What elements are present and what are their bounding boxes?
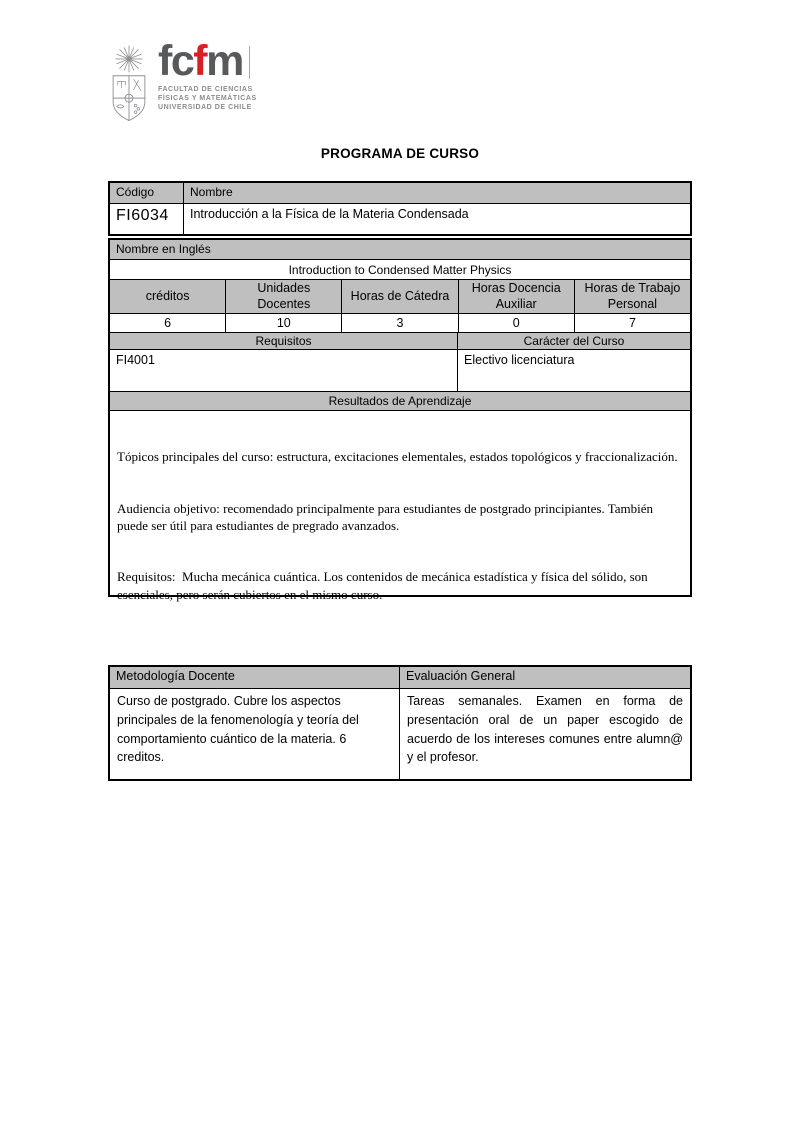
fcfm-wordmark bbox=[158, 37, 243, 85]
evaluacion-general-header-cell: Evaluación General bbox=[400, 667, 690, 688]
horas-docencia-auxiliar-header-cell: Horas Docencia Auxiliar bbox=[459, 280, 575, 313]
table-row bbox=[110, 667, 690, 689]
resultados-paragraph-1: Tópicos principales del curso: estructura, excitaciones elementales, estados topológicos y fraccionalización. bbox=[117, 449, 678, 465]
nombre-value-cell: Introducción a la Física de la Materia Condensada bbox=[190, 207, 469, 221]
horas-trabajo-personal-header-cell: Horas de Trabajo Personal bbox=[575, 280, 690, 313]
horas-trabajo-personal-value-cell: 7 bbox=[628, 316, 636, 330]
fcfm-wordmark-red-f: f bbox=[193, 37, 207, 85]
caracter-curso-value-cell: Electivo licenciatura bbox=[464, 353, 575, 367]
creditos-value-cell: 6 bbox=[110, 314, 226, 332]
creditos-header-cell: créditos bbox=[110, 280, 226, 313]
resultados-paragraph-2: Audiencia objetivo: recomendado principalmente para estudiantes de postgrado principiantes. También puede ser útil para estudiantes de pregrado avanzados. bbox=[117, 500, 657, 533]
evaluacion-general-body-cell: Tareas semanales. Examen en forma de presentación oral de un paper escogido de acuerdo de los intereses comunes entre alumn@ y el profesor. bbox=[407, 694, 683, 765]
table-row bbox=[110, 260, 690, 280]
faculty-caption-line1: FACULTAD DE CIENCIAS bbox=[158, 86, 253, 94]
nombre-ingles-value-cell: Introduction to Condensed Matter Physics bbox=[288, 262, 512, 277]
page-title: PROGRAMA DE CURSO bbox=[320, 146, 480, 161]
logo-divider bbox=[249, 46, 250, 79]
metodologia-docente-header-cell: Metodología Docente bbox=[110, 667, 400, 688]
methodology-evaluation-table bbox=[108, 665, 692, 781]
resultados-aprendizaje-body-cell bbox=[110, 411, 690, 640]
methodology-section bbox=[108, 665, 692, 781]
fcfm-logo bbox=[106, 37, 257, 128]
horas-docencia-auxiliar-value-cell: 0 bbox=[459, 314, 575, 332]
table-row bbox=[110, 411, 690, 602]
nombre-ingles-header-cell: Nombre en Inglés bbox=[110, 240, 690, 259]
course-info-table bbox=[108, 181, 692, 602]
table-row bbox=[110, 280, 690, 314]
requisitos-header-cell: Requisitos bbox=[110, 333, 458, 349]
table-row bbox=[110, 392, 690, 411]
codigo-value-cell: FI6034 bbox=[110, 204, 184, 234]
table-row bbox=[110, 204, 690, 234]
fcfm-wordmark-gray-left: fc bbox=[158, 37, 194, 85]
table-row bbox=[110, 333, 690, 350]
horas-catedra-header-cell: Horas de Cátedra bbox=[342, 280, 458, 313]
table-row bbox=[110, 689, 690, 779]
course-code-section bbox=[108, 181, 692, 236]
unidades-docentes-header-cell: Unidades Docentes bbox=[226, 280, 342, 313]
fcfm-wordmark-gray-right: m bbox=[206, 37, 243, 85]
table-row bbox=[110, 240, 690, 260]
codigo-header-cell: Código bbox=[110, 183, 184, 203]
resultados-aprendizaje-header-cell: Resultados de Aprendizaje bbox=[110, 392, 690, 410]
horas-catedra-value-cell: 3 bbox=[342, 314, 458, 332]
caracter-curso-header-cell: Carácter del Curso bbox=[458, 333, 690, 349]
resultados-paragraph-3: Requisitos: Mucha mecánica cuántica. Los contenidos de mecánica estadística y física del sólido, son esenciales, pero serán cubiertos en el mismo curso. bbox=[117, 569, 651, 602]
unidades-docentes-value-cell: 10 bbox=[226, 314, 342, 332]
faculty-caption-line2: FÍSICAS Y MATEMÁTICAS bbox=[158, 95, 257, 103]
metodologia-docente-body-cell: Curso de postgrado. Cubre los aspectos principales de la fenomenología y teoría del comportamiento cuántico de la materia. 6 creditos. bbox=[110, 689, 400, 779]
nombre-header-cell: Nombre bbox=[184, 183, 690, 203]
table-row bbox=[110, 314, 690, 333]
table-row bbox=[110, 183, 690, 204]
faculty-caption bbox=[158, 85, 257, 112]
faculty-caption-line3: UNIVERSIDAD DE CHILE bbox=[158, 104, 252, 112]
requisitos-value-cell: FI4001 bbox=[110, 350, 458, 391]
university-crest-icon bbox=[106, 44, 152, 128]
table-row bbox=[110, 350, 690, 392]
course-detail-section bbox=[108, 238, 692, 602]
